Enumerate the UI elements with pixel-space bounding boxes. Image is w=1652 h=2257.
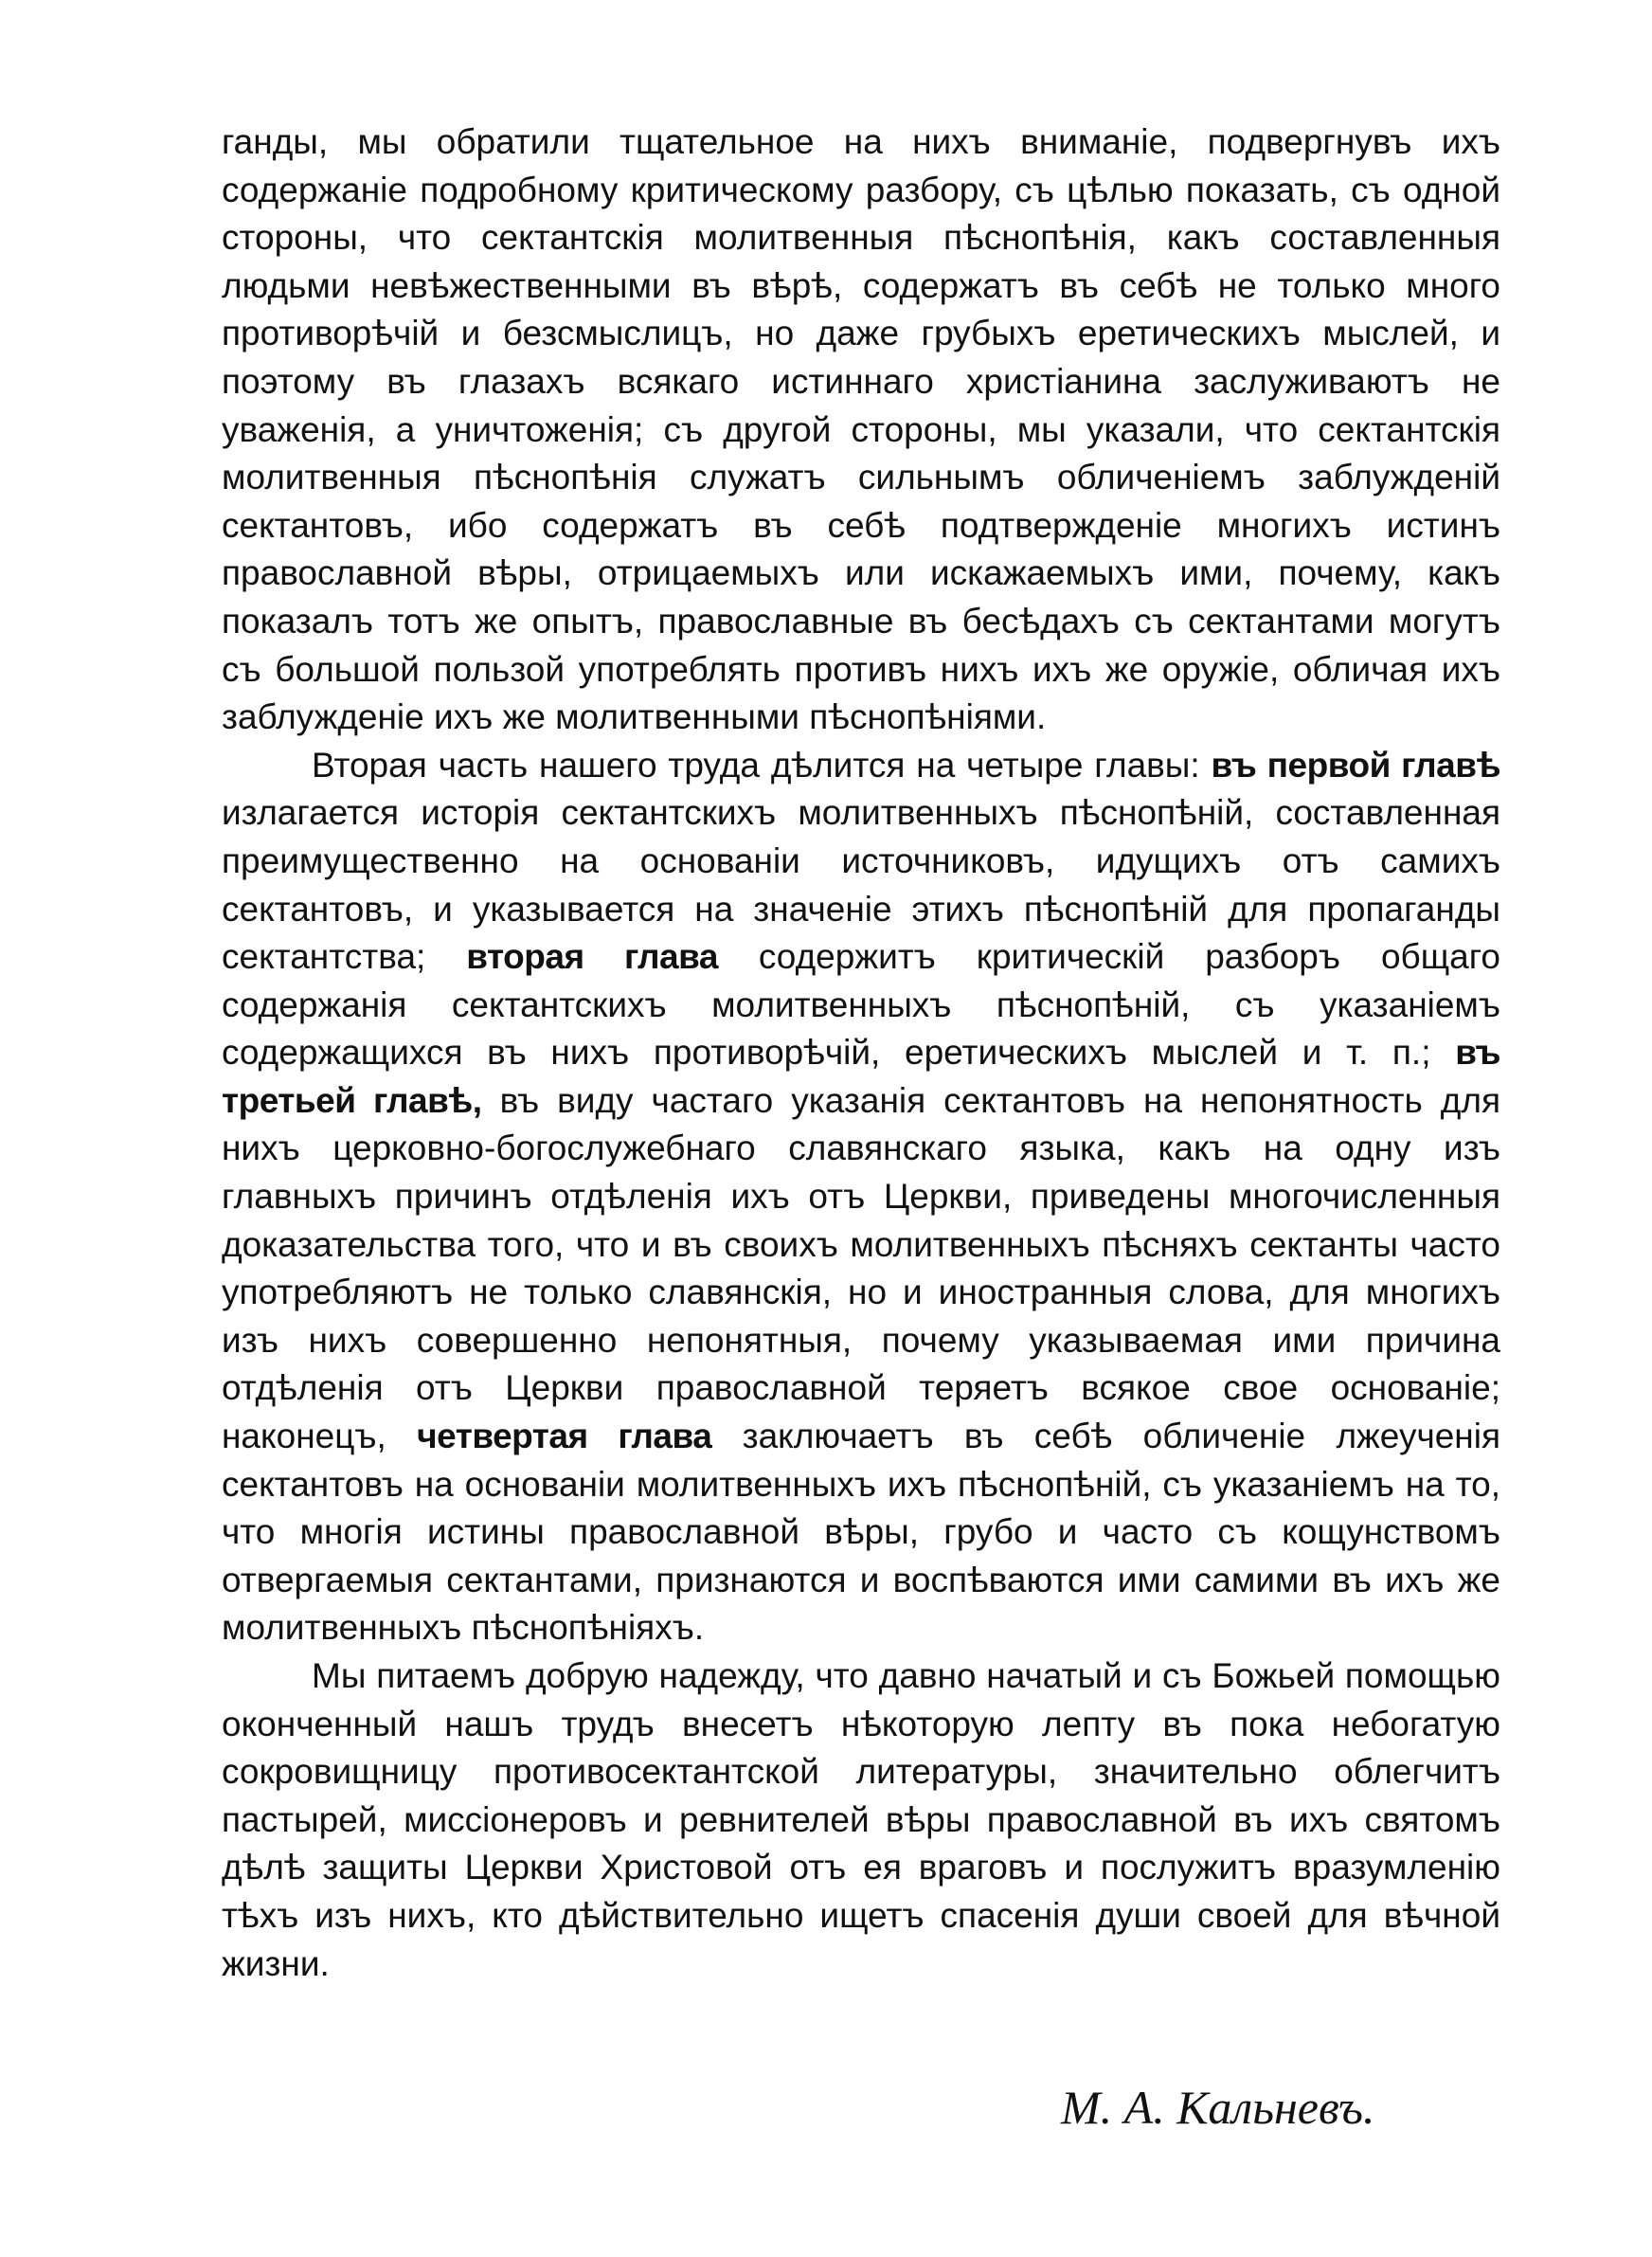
paragraph-text-span: въ виду частаго указанія сектантовъ на непонятность для нихъ церковно-богослужебнаго славянскаго языка, какъ на одну изъ главныхъ причинъ отдѣленія ихъ отъ Церкви, приведены многочисленныя доказательства того, что и въ своихъ молитвенныхъ пѣсняхъ сектанты часто употребляютъ не только славянскія, но и иностранныя слова, для многихъ изъ нихъ совершенно непонятныя, почему указываемая ими причина отдѣленія отъ Церкви православной теряетъ всякое свое основаніе; наконецъ, (222, 1080, 1501, 1456)
paragraph-text-span: излагается исторія сектантскихъ молитвенныхъ пѣснопѣній, составленная преимущественно на основаніи источниковъ, идущихъ отъ самихъ сектантовъ, и указывается на значеніе этихъ пѣснопѣній для пропаганды сектантства; (222, 793, 1500, 977)
body-text (222, 118, 1500, 1988)
bold-first-chapter: въ первой главѣ (1211, 745, 1500, 785)
paragraph-continuation: ганды, мы обратили тщательное на нихъ вниманіе, подвергнувъ ихъ содержаніе подробному критическому разбору, съ цѣлью показать, съ одной стороны, что сектантскія молитвенныя пѣснопѣнія, какъ составленныя людьми невѣжественными въ вѣрѣ, содержатъ въ себѣ не только много противорѣчій и безсмыслицъ, но даже грубыхъ еретическихъ мыслей, и поэтому въ глазахъ всякаго истиннаго христіанина заслуживаютъ не уваженія, а уничтоженія; съ другой стороны, мы указали, что сектантскія молитвенныя пѣснопѣнія служатъ сильнымъ обличеніемъ заблужденій сектантовъ, ибо содержатъ въ себѣ подтвержденіе многихъ истинъ православной вѣры, отрицаемыхъ или искажаемыхъ ими, почему, какъ показалъ тотъ же опытъ, православные въ бесѣдахъ съ сектантами могутъ съ большой пользой употреблять противъ нихъ ихъ же оружіе, обличая ихъ заблужденіе ихъ же молитвенными пѣснопѣніями. (222, 122, 1500, 737)
paragraph-text-span: Вторая часть нашего труда дѣлится на четыре главы: (312, 745, 1212, 785)
bold-fourth-chapter: четвертая глава (417, 1417, 712, 1456)
bold-third-chapter: въ третьей главѣ, (222, 1033, 1500, 1120)
author-signature: М. А. Кальневъ. (1061, 2081, 1375, 2134)
paragraph-text-span: содержитъ критическій разборъ общаго содержанія сектантскихъ молитвенныхъ пѣснопѣній, съ указаніемъ содержащихся въ нихъ противорѣчій, еретическихъ мыслей и т. п.; (222, 937, 1501, 1073)
paragraph-chapters-overview (222, 742, 1500, 1652)
bold-second-chapter: вторая глава (466, 937, 718, 977)
paragraph-closing: Мы питаемъ добрую надежду, что давно начатый и съ Божьей помощью оконченный нашъ трудъ внесетъ нѣкоторую лепту въ пока небогатую сокровищницу противосектантской литературы, значительно облегчитъ пастырей, миссіонеровъ и ревнителей вѣры православной въ ихъ святомъ дѣлѣ защиты Церкви Христовой отъ ея враговъ и послужитъ вразумленію тѣхъ изъ нихъ, кто дѣйствительно ищетъ спасенія души своей для вѣчной жизни. (222, 1656, 1500, 1983)
paragraph-text-span: заключаетъ въ себѣ обличеніе лжеученія сектантовъ на основаніи молитвенныхъ ихъ пѣснопѣній, съ указаніемъ на то, что многія истины православной вѣры, грубо и часто съ кощунствомъ отвергаемыя сектантами, признаются и воспѣваются ими самими въ ихъ же молитвенныхъ пѣснопѣніяхъ. (222, 1417, 1500, 1648)
